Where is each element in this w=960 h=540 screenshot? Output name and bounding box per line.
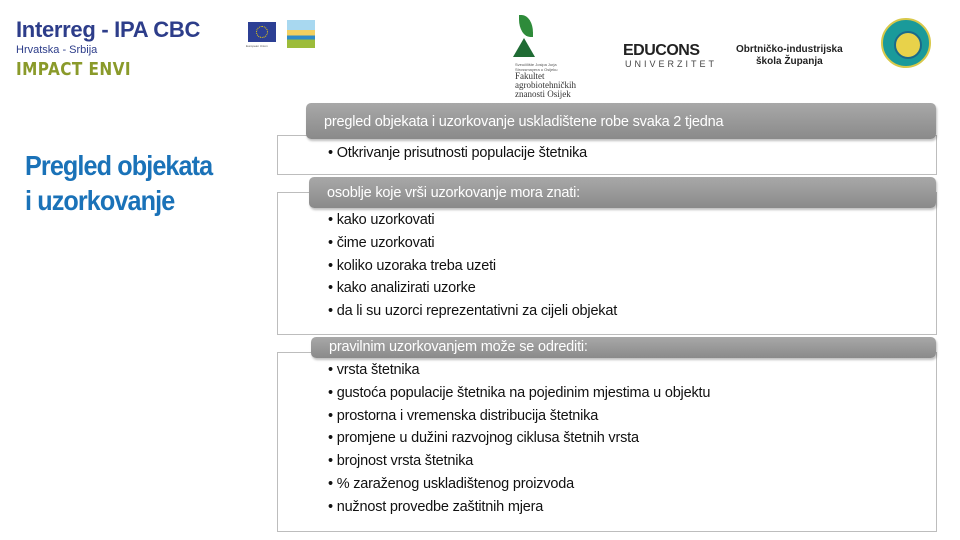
institute-seal-icon — [881, 18, 931, 68]
page-title — [25, 148, 212, 218]
list-item: • nužnost provedbe zaštitnih mjera — [328, 498, 544, 515]
university-name: Sveučilište Josipa Jurja Strossmayera u Osijeku — [515, 62, 558, 72]
faculty-line: znanosti Osijek — [515, 89, 571, 99]
section-3-list — [328, 359, 710, 519]
list-item: • gustoća populacije štetnika na pojedinim mjestima u objektu — [328, 384, 711, 401]
faculty-logo-text — [515, 72, 576, 99]
list-item: • % zaraženog uskladištenog proizvoda — [328, 475, 574, 492]
list-item: • kako uzorkovati — [328, 212, 435, 228]
interreg-logo-text: Interreg - IPA CBC — [16, 17, 201, 42]
school-line: škola Županja — [756, 56, 823, 67]
section-1-header — [306, 103, 936, 139]
project-logo-text: IMPACT ENVI — [16, 59, 132, 80]
title-line: i uzorkovanje — [25, 185, 175, 216]
school-logo-text — [736, 44, 843, 68]
list-item: • prostorna i vremenska distribucija štetnika — [328, 407, 599, 424]
list-item: • kako analizirati uzorke — [328, 280, 476, 297]
list-item: • čime uzorkovati — [328, 234, 435, 251]
list-item: • brojnost vrsta štetnika — [328, 453, 474, 470]
list-item: • promjene u dužini razvojnog ciklusa štetnih vrsta — [328, 430, 639, 447]
list-item: • vrsta štetnika — [328, 362, 420, 378]
title-line: Pregled objekata — [25, 150, 213, 181]
list-item: • koliko uzoraka treba uzeti — [328, 257, 496, 274]
section-1-list — [328, 142, 587, 165]
eu-flag-icon — [248, 22, 276, 42]
eu-caption: European Union — [246, 44, 268, 48]
program-logo-icon — [287, 20, 315, 48]
educons-logo-text: EDUCONS — [623, 42, 700, 59]
section-2-header — [309, 177, 936, 208]
region-text: Hrvatska - Srbija — [16, 44, 98, 56]
list-item: • da li su uzorci reprezentativni za cijeli objekat — [328, 303, 618, 320]
section-header-text: pravilnim uzorkovanjem može se odrediti: — [329, 339, 588, 355]
section-3-header — [311, 337, 936, 358]
leaf-icon — [519, 15, 533, 37]
faculty-line: agrobiotehničkih — [515, 80, 576, 90]
educons-sub-text: UNIVERZITET — [625, 59, 718, 69]
section-header-text: osoblje koje vrši uzorkovanje mora znati: — [327, 185, 580, 201]
section-2-list — [328, 209, 617, 323]
school-line: Obrtničko-industrijska — [736, 44, 843, 55]
faculty-line: Fakultet — [515, 71, 545, 81]
list-item: • Otkrivanje prisutnosti populacije štetnika — [328, 145, 588, 161]
flask-icon — [513, 38, 535, 57]
section-header-text: pregled objekata i uzorkovanje uskladištene robe svaka 2 tjedna — [324, 114, 724, 130]
